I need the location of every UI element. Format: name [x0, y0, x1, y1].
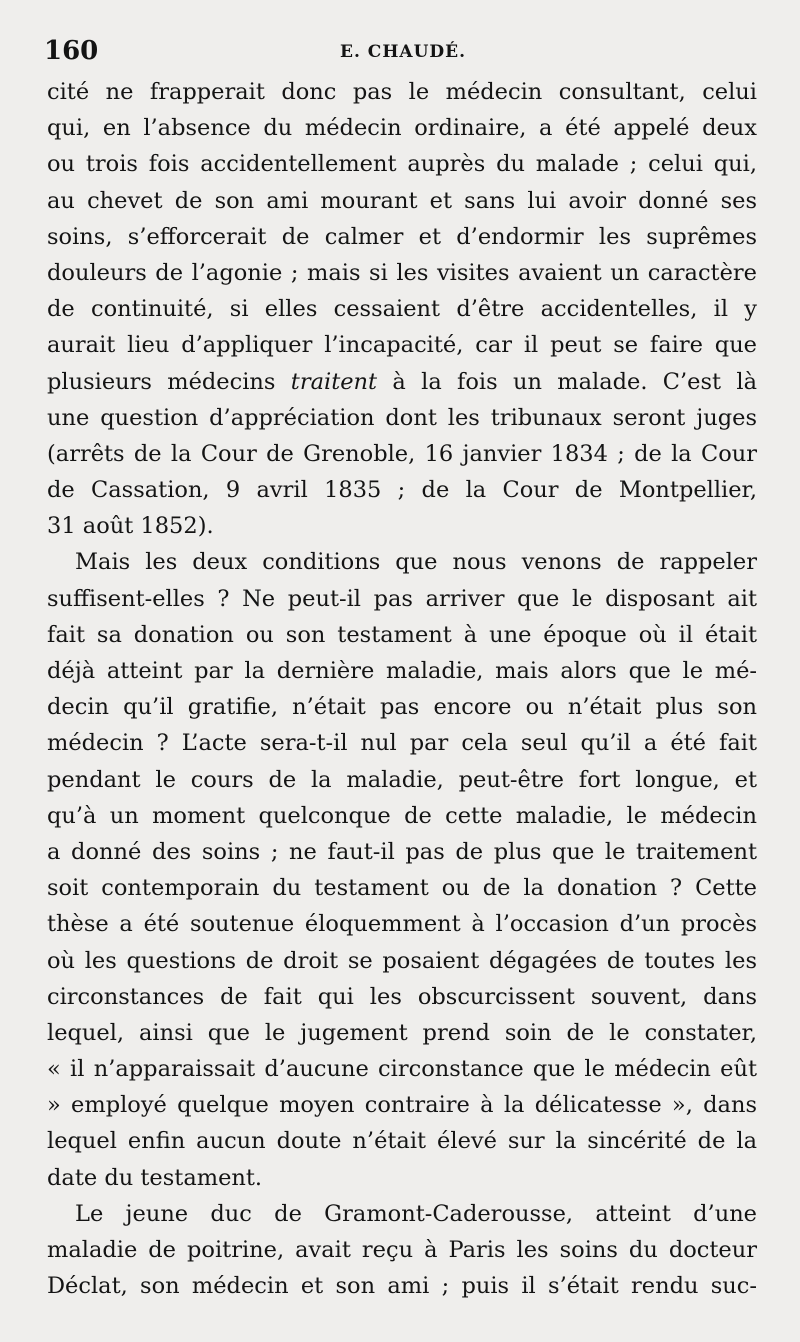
- text-line: decin qu’il gratifie, n’était pas encore ou n’était plus son: [47, 694, 757, 721]
- text-line: douleurs de l’agonie ; mais si les visites avaient un caractère: [47, 259, 757, 286]
- text-line: a donné des soins ; ne faut-il pas de plus que le traitement: [47, 838, 757, 865]
- text-line: suffisent-elles ? Ne peut-il pas arriver que le disposant ait: [47, 585, 757, 612]
- text-segment: à la fois un malade. C’est là: [377, 368, 757, 395]
- text-line: thèse a été soutenue éloquemment à l’occasion d’un procès: [47, 911, 757, 938]
- text-line: qu’à un moment quelconque de cette maladie, le médecin: [47, 802, 757, 829]
- text-line: au chevet de son ami mourant et sans lui avoir donné ses: [47, 187, 757, 214]
- running-head: E. CHAUDÉ.: [340, 42, 467, 62]
- text-line: de continuité, si elles cessaient d’être accidentelles, il y: [47, 296, 757, 323]
- text-segment: plusieurs médecins: [47, 368, 291, 395]
- text-line: cité ne frapperait donc pas le médecin consultant, celui: [47, 79, 757, 105]
- text-line: 31 août 1852).: [47, 513, 214, 540]
- text-line: aurait lieu d’appliquer l’incapacité, car il peut se faire que: [47, 332, 757, 359]
- text-line: qui, en l’absence du médecin ordinaire, a été appelé deux: [47, 115, 757, 142]
- page-number: 160: [44, 36, 99, 66]
- text-line: lequel enfin aucun doute n’était élevé sur la sincérité de la: [47, 1128, 757, 1155]
- text-line: pendant le cours de la maladie, peut-être fort longue, et: [47, 766, 757, 793]
- body-text: [47, 74, 757, 1304]
- text-line: fait sa donation ou son testament à une époque où il était: [47, 621, 757, 648]
- text-line: [47, 364, 757, 400]
- text-line: Déclat, son médecin et son ami ; puis il s’était rendu suc-: [47, 1273, 757, 1300]
- text-line: soit contemporain du testament ou de la donation ? Cette: [47, 875, 757, 902]
- text-line: » employé quelque moyen contraire à la délicatesse », dans: [47, 1092, 757, 1119]
- text-line: (arrêts de la Cour de Grenoble, 16 janvier 1834 ; de la Cour: [47, 440, 757, 467]
- text-line: Le jeune duc de Gramont-Caderousse, atteint d’une: [75, 1200, 757, 1227]
- text-line: date du testament.: [47, 1164, 263, 1191]
- text-line: circonstances de fait qui les obscurcissent souvent, dans: [47, 983, 757, 1010]
- page-header: [40, 36, 760, 70]
- text-line: déjà atteint par la dernière maladie, mais alors que le mé-: [47, 658, 757, 684]
- text-line: lequel, ainsi que le jugement prend soin de le constater,: [47, 1019, 757, 1046]
- text-line: ou trois fois accidentellement auprès du malade ; celui qui,: [47, 151, 757, 178]
- text-line: une question d’appréciation dont les tribunaux seront juges: [47, 404, 757, 431]
- italic-word: traitent: [290, 368, 378, 395]
- text-line: « il n’apparaissait d’aucune circonstance que le médecin eût: [47, 1056, 757, 1083]
- text-line: maladie de poitrine, avait reçu à Paris les soins du docteur: [47, 1237, 757, 1263]
- text-line: soins, s’efforcerait de calmer et d’endormir les suprêmes: [47, 223, 757, 250]
- text-line: médecin ? L’acte sera-t-il nul par cela seul qu’il a été fait: [47, 730, 757, 757]
- text-line: Mais les deux conditions que nous venons de rappeler: [75, 549, 757, 576]
- text-line: de Cassation, 9 avril 1835 ; de la Cour de Montpellier,: [47, 477, 757, 504]
- text-line: où les questions de droit se posaient dégagées de toutes les: [47, 947, 757, 974]
